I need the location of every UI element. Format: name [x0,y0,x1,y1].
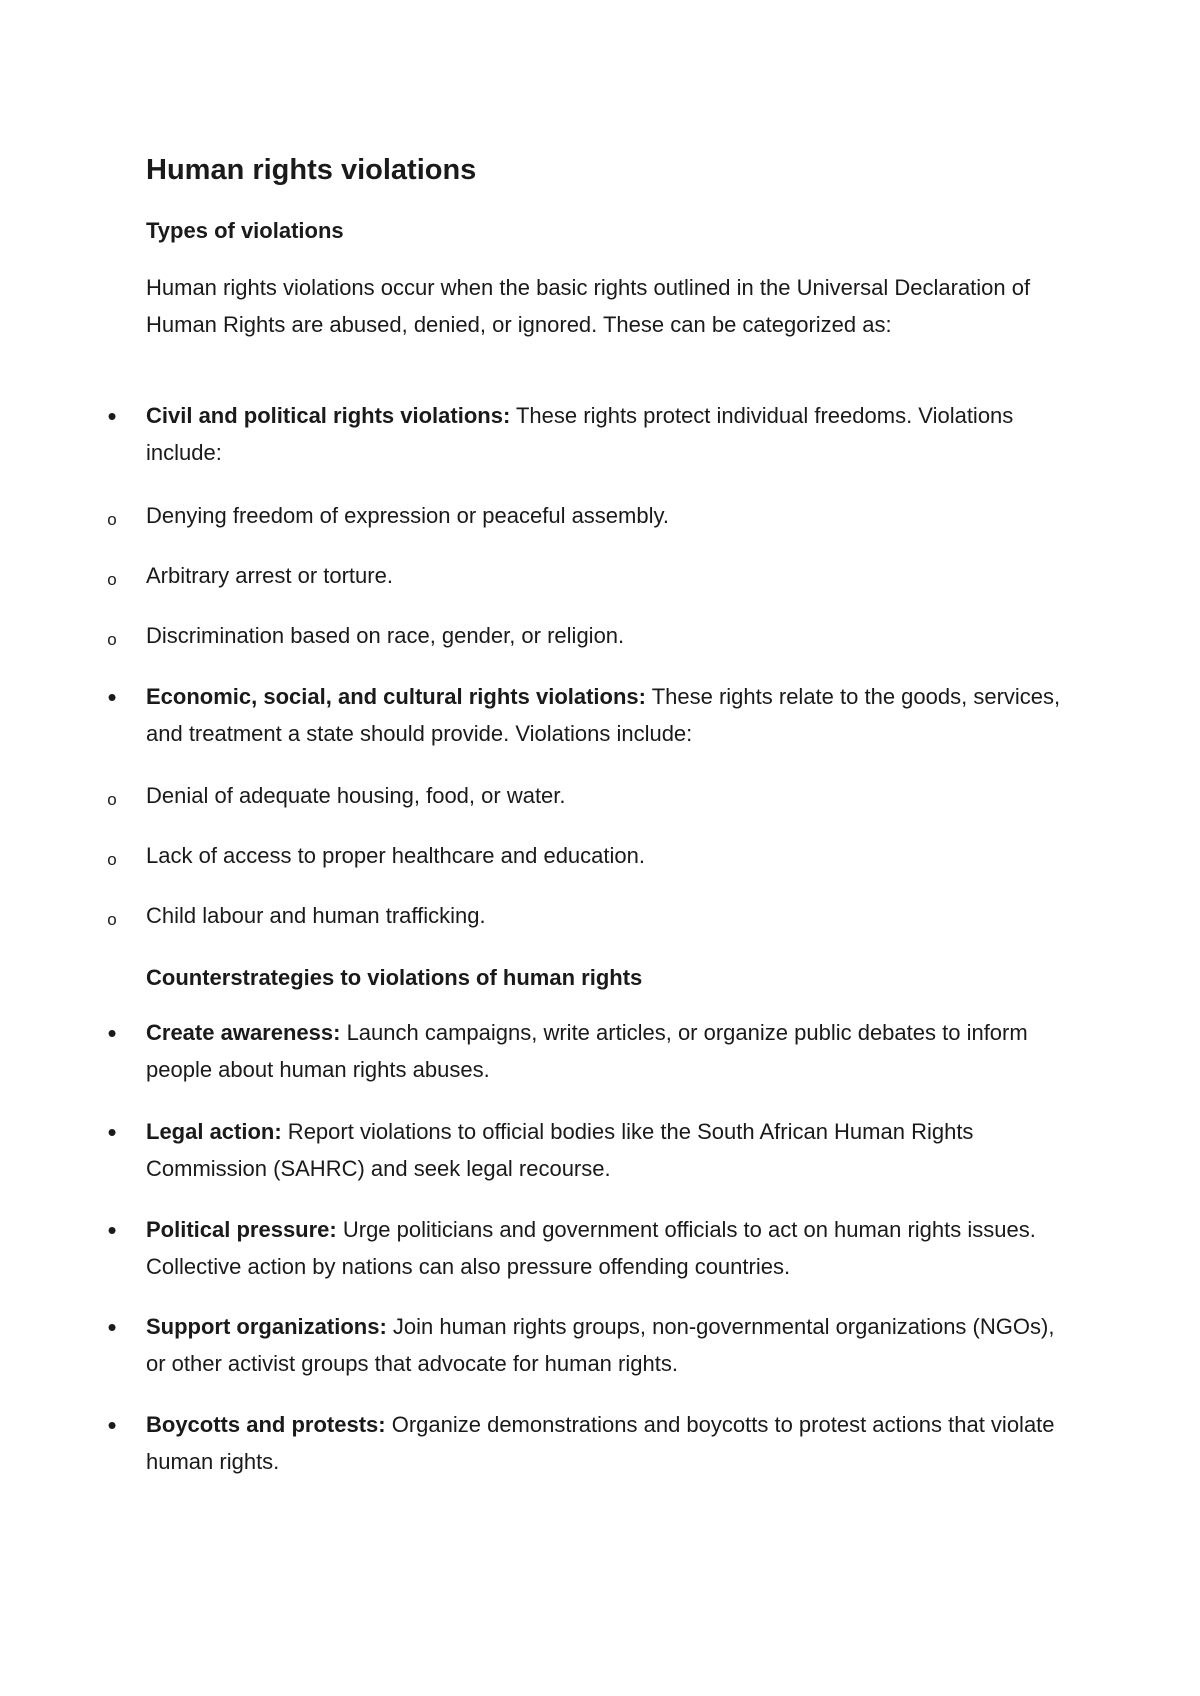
strategy-body: Report violations to official bodies like the South African Human Rights Commission (SAHRC) and seek legal recourse. [146,1119,974,1181]
circle-bullet-icon: o [107,910,117,929]
intro-paragraph: Human rights violations occur when the basic rights outlined in the Universal Declaration of Human Rights are abused, denied, or ignored. These can be categorized as: [146,275,1031,337]
strategy-text [146,1212,1076,1285]
strategy-text [146,1309,1076,1382]
strategy-text [146,1015,1076,1088]
strategy-label: Create awareness: [146,1020,341,1045]
circle-bullet-icon: o [107,850,117,869]
bullet-text [146,398,1076,471]
strategy-label: Political pressure: [146,1217,337,1242]
document-title: Human rights violations [146,154,477,186]
bullet-label: Economic, social, and cultural rights violations: [146,684,646,709]
circle-bullet-icon: o [107,510,117,529]
circle-bullet-icon: o [107,790,117,809]
sub-item-text: Child labour and human trafficking. [146,903,486,928]
sub-item-text: Discrimination based on race, gender, or religion. [146,623,625,648]
sub-item-text: Denying freedom of expression or peaceful assembly. [146,503,669,528]
circle-bullet-icon: o [107,570,117,589]
strategy-body: Launch campaigns, write articles, or organize public debates to inform people about human rights abuses. [146,1020,1028,1082]
bullet-body: These rights relate to the goods, services, and treatment a state should provide. Violations include: [146,684,1061,746]
bullet-icon: • [107,1018,117,1048]
strategy-label: Boycotts and protests: [146,1412,386,1437]
types-heading: Types of violations [146,218,344,243]
bullet-icon: • [107,1410,117,1440]
strategy-body: Join human rights groups, non-governmental organizations (NGOs), or other activist groups that advocate for human rights. [146,1314,1055,1376]
bullet-icon: • [107,1215,117,1245]
bullet-icon: • [107,1312,117,1342]
strategy-body: Urge politicians and government officials to act on human rights issues. Collective action by nations can also pressure offending countries. [146,1217,1036,1279]
strategy-text [146,1114,1076,1187]
strategy-label: Support organizations: [146,1314,387,1339]
sub-item-text: Denial of adequate housing, food, or water. [146,783,566,808]
bullet-label: Civil and political rights violations: [146,403,511,428]
bullet-icon: • [107,401,117,431]
sub-item-text: Lack of access to proper healthcare and education. [146,843,645,868]
circle-bullet-icon: o [107,630,117,649]
sub-item-text: Arbitrary arrest or torture. [146,563,393,588]
strategy-text [146,1407,1076,1480]
bullet-icon: • [107,1117,117,1147]
bullet-text [146,679,1076,752]
bullet-body: These rights protect individual freedoms. Violations include: [146,403,1014,465]
bullet-icon: • [107,682,117,712]
strategy-body: Organize demonstrations and boycotts to protest actions that violate human rights. [146,1412,1055,1474]
strategy-label: Legal action: [146,1119,282,1144]
counterstrategies-heading: Counterstrategies to violations of human rights [146,965,643,990]
